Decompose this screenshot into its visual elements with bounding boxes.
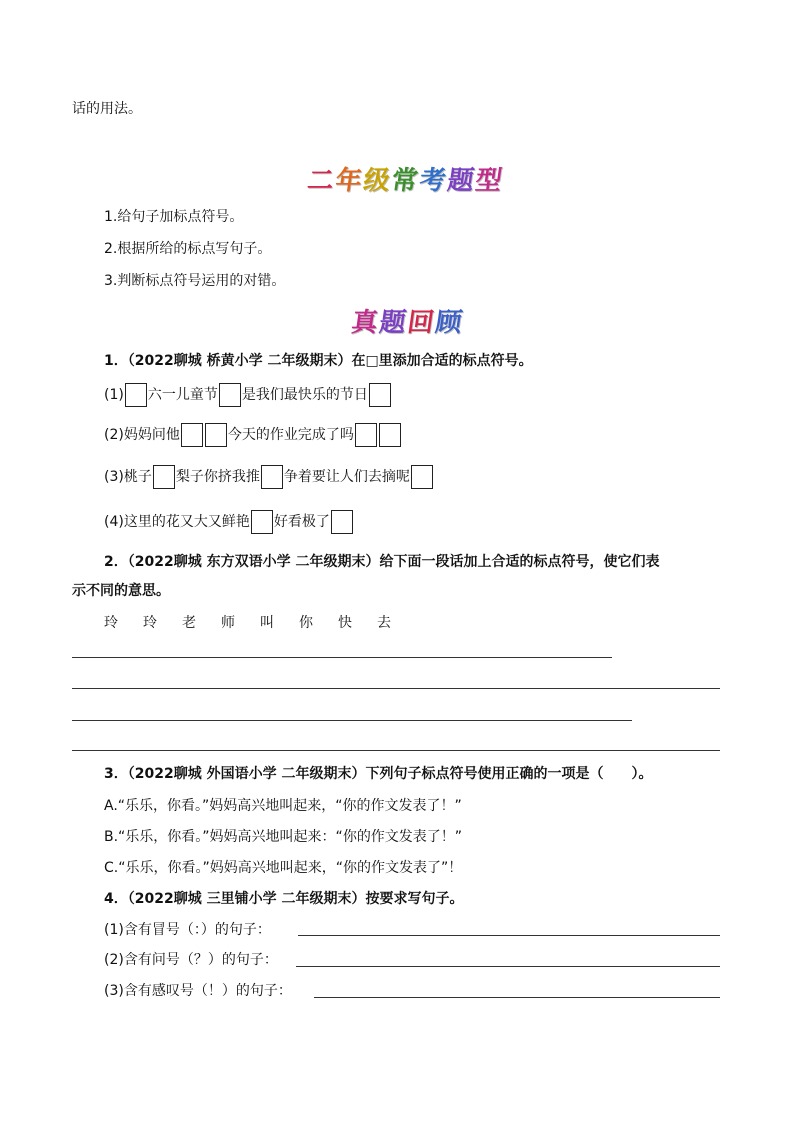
answer-box[interactable] (261, 465, 283, 489)
answer-line[interactable] (296, 966, 720, 967)
heading1-char: 题 (445, 166, 478, 196)
q3-option-a[interactable]: A.“乐乐，你看。”妈妈高兴地叫起来，“你的作文发表了！” (104, 798, 462, 814)
answer-line[interactable] (298, 935, 720, 936)
q1-text: 六一儿童节 (147, 387, 218, 403)
section-heading-review (349, 302, 466, 339)
answer-box[interactable] (355, 423, 377, 447)
heading1-char: 年 (333, 166, 366, 196)
q3-option-c[interactable]: C.“乐乐，你看。”妈妈高兴地叫起来，“你的作文发表了”！ (104, 860, 463, 876)
q1-title: 1．（2022聊城 桥黄小学 二年级期末）在□里添加合适的标点符号。 (104, 353, 533, 369)
q1-item-num: (4) (104, 514, 124, 530)
answer-box[interactable] (369, 383, 391, 407)
q3-title: 3．（2022聊城 外国语小学 二年级期末）下列句子标点符号使用正确的一项是（ ）。 (104, 766, 653, 782)
answer-box[interactable] (219, 383, 241, 407)
type-item-2: 2.根据所给的标点写句子。 (104, 241, 272, 257)
q3-option-b[interactable]: B.“乐乐，你看。”妈妈高兴地叫起来：“你的作文发表了！” (104, 829, 463, 845)
heading2-char: 回 (405, 308, 438, 338)
heading2-char: 题 (377, 308, 410, 338)
answer-box[interactable] (125, 383, 147, 407)
heading1-char: 二 (305, 166, 338, 196)
answer-line[interactable] (72, 688, 720, 689)
answer-line[interactable] (72, 750, 720, 751)
type-item-1: 1.给句子加标点符号。 (104, 209, 244, 225)
section-heading-common-types (305, 160, 506, 197)
q1-text: 好看极了 (273, 514, 330, 530)
q1-item-num: (2) (104, 427, 124, 443)
heading2-char: 顾 (433, 308, 466, 338)
q4-item-2: (2)含有问号（？）的句子： (104, 952, 278, 968)
q2-char: 玲 (143, 615, 157, 631)
heading1-char: 考 (417, 166, 450, 196)
q2-sentence (104, 612, 391, 632)
type-item-3: 3.判断标点符号运用的对错。 (104, 273, 286, 289)
q2-title-line2: 示不同的意思。 (72, 583, 170, 599)
q2-title-line1: 2．（2022聊城 东方双语小学 二年级期末）给下面一段话加上合适的标点符号，使它们表 (104, 554, 660, 570)
q1-text: 妈妈问他 (123, 427, 180, 443)
q1-text: 争着要让人们去摘呢 (283, 469, 410, 485)
q4-item-3: (3)含有感叹号（！）的句子： (104, 983, 292, 999)
q1-item-1 (104, 383, 392, 407)
answer-box[interactable] (411, 465, 433, 489)
q1-text: 梨子你挤我推 (175, 469, 260, 485)
answer-box[interactable] (181, 423, 203, 447)
q1-text: 是我们最快乐的节日 (241, 387, 368, 403)
q2-char: 你 (299, 615, 313, 631)
q2-char: 玲 (104, 615, 118, 631)
q1-item-3 (104, 465, 434, 489)
q1-item-2 (104, 423, 402, 447)
answer-box[interactable] (205, 423, 227, 447)
q2-char: 叫 (260, 615, 274, 631)
q1-item-num: (3) (104, 469, 124, 485)
heading1-char: 级 (361, 166, 394, 196)
q2-char: 去 (377, 615, 391, 631)
q1-item-4 (104, 510, 354, 534)
q1-text: 今天的作业完成了吗 (227, 427, 354, 443)
q2-char: 师 (221, 615, 235, 631)
answer-box[interactable] (331, 510, 353, 534)
q2-char: 快 (338, 615, 352, 631)
q4-title: 4．（2022聊城 三里铺小学 二年级期末）按要求写句子。 (104, 891, 464, 907)
heading2-char: 真 (349, 308, 382, 338)
q1-text: 这里的花又大又鲜艳 (123, 514, 250, 530)
answer-box[interactable] (251, 510, 273, 534)
q1-item-num: (1) (104, 387, 124, 403)
answer-line[interactable] (314, 997, 720, 998)
answer-box[interactable] (153, 465, 175, 489)
heading1-char: 型 (473, 166, 506, 196)
q2-char: 老 (182, 615, 196, 631)
answer-line[interactable] (72, 720, 632, 721)
answer-box[interactable] (379, 423, 401, 447)
q1-text: 桃子 (123, 469, 152, 485)
q4-item-1: (1)含有冒号（：）的句子： (104, 922, 271, 938)
intro-tail-text: 话的用法。 (72, 101, 142, 117)
heading1-char: 常 (389, 166, 422, 196)
answer-line[interactable] (72, 657, 612, 658)
